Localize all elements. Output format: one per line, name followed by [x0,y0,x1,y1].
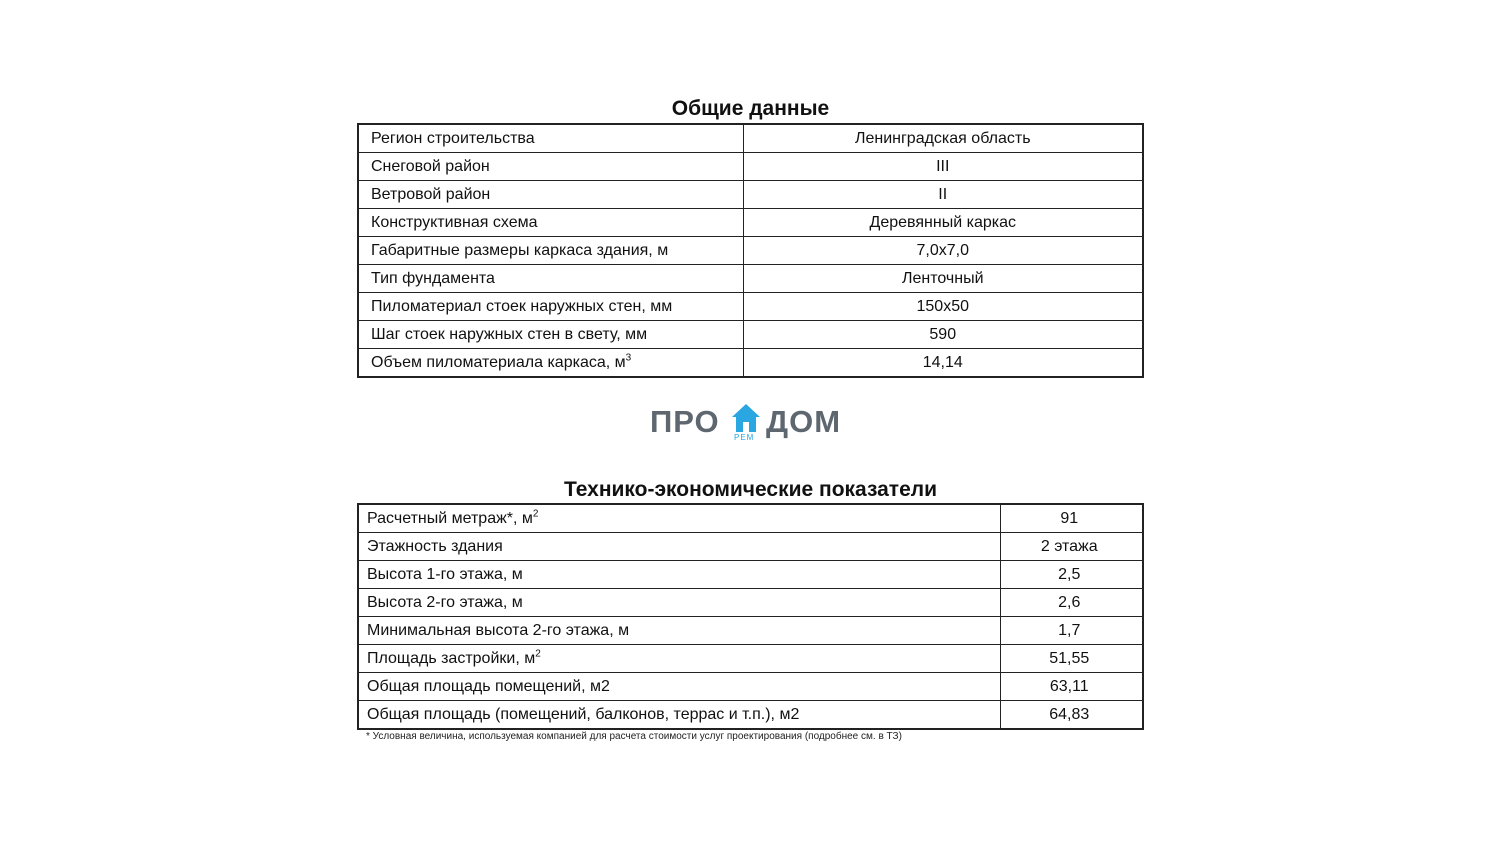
row-label [358,504,1000,533]
table-row [358,153,1143,181]
row-value: 51,55 [1000,645,1143,673]
house-icon [730,402,762,434]
tech-economic-table [357,503,1144,730]
general-data-table [357,123,1144,378]
row-label: Снеговой район [358,153,743,181]
table-row [358,673,1143,701]
row-value: 590 [743,321,1143,349]
unit-superscript: 3 [625,352,632,364]
table-row [358,293,1143,321]
row-value: 150х50 [743,293,1143,321]
logo-word-dom: ДОМ [766,404,842,439]
row-value: 2 этажа [1000,533,1143,561]
row-value: II [743,181,1143,209]
row-label-text: Объем пиломатериала каркаса, м [371,353,626,371]
row-label-text: Расчетный метраж*, м [367,509,533,527]
table-row [358,321,1143,349]
unit-superscript: 2 [532,508,539,520]
table-row [358,124,1143,153]
table-row [358,645,1143,673]
row-label: Тип фундамента [358,265,743,293]
row-label: Высота 2-го этажа, м [358,589,1000,617]
table-row [358,701,1143,730]
row-label [358,349,743,378]
row-value: 63,11 [1000,673,1143,701]
table-row [358,349,1143,378]
row-label: Конструктивная схема [358,209,743,237]
footnote: * Условная величина, используемая компанией для расчета стоимости услуг проектирования (подробнее см. в ТЗ) [366,731,902,742]
row-label: Пиломатериал стоек наружных стен, мм [358,293,743,321]
row-value: 1,7 [1000,617,1143,645]
row-value: Ленинградская область [743,124,1143,153]
row-value: III [743,153,1143,181]
table-row [358,181,1143,209]
row-label: Высота 1-го этажа, м [358,561,1000,589]
table-row [358,617,1143,645]
row-label: Минимальная высота 2-го этажа, м [358,617,1000,645]
row-label: Габаритные размеры каркаса здания, м [358,237,743,265]
row-label: Общая площадь помещений, м2 [358,673,1000,701]
row-label: Регион строительства [358,124,743,153]
logo-subtext: РЕМ [734,433,755,442]
table-row [358,561,1143,589]
row-value: 2,5 [1000,561,1143,589]
table-row [358,265,1143,293]
row-value: 14,14 [743,349,1143,378]
row-label-text: Площадь застройки, м [367,649,536,667]
table-row [358,209,1143,237]
row-value: 91 [1000,504,1143,533]
row-value: Деревянный каркас [743,209,1143,237]
table-row [358,237,1143,265]
row-label: Общая площадь (помещений, балконов, террас и т.п.), м2 [358,701,1000,730]
row-value: 64,83 [1000,701,1143,730]
row-value: Ленточный [743,265,1143,293]
table-row [358,504,1143,533]
table-row [358,589,1143,617]
row-label: Ветровой район [358,181,743,209]
row-value: 7,0х7,0 [743,237,1143,265]
row-label: Шаг стоек наружных стен в свету, мм [358,321,743,349]
row-label: Этажность здания [358,533,1000,561]
tech-economic-title: Технико-экономические показатели [563,478,938,501]
table-row [358,533,1143,561]
unit-superscript: 2 [535,648,541,660]
general-data-title: Общие данные [671,97,830,120]
logo-word-pro: ПРО [650,404,720,439]
row-label [358,645,1000,673]
company-logo [650,402,850,446]
row-value: 2,6 [1000,589,1143,617]
